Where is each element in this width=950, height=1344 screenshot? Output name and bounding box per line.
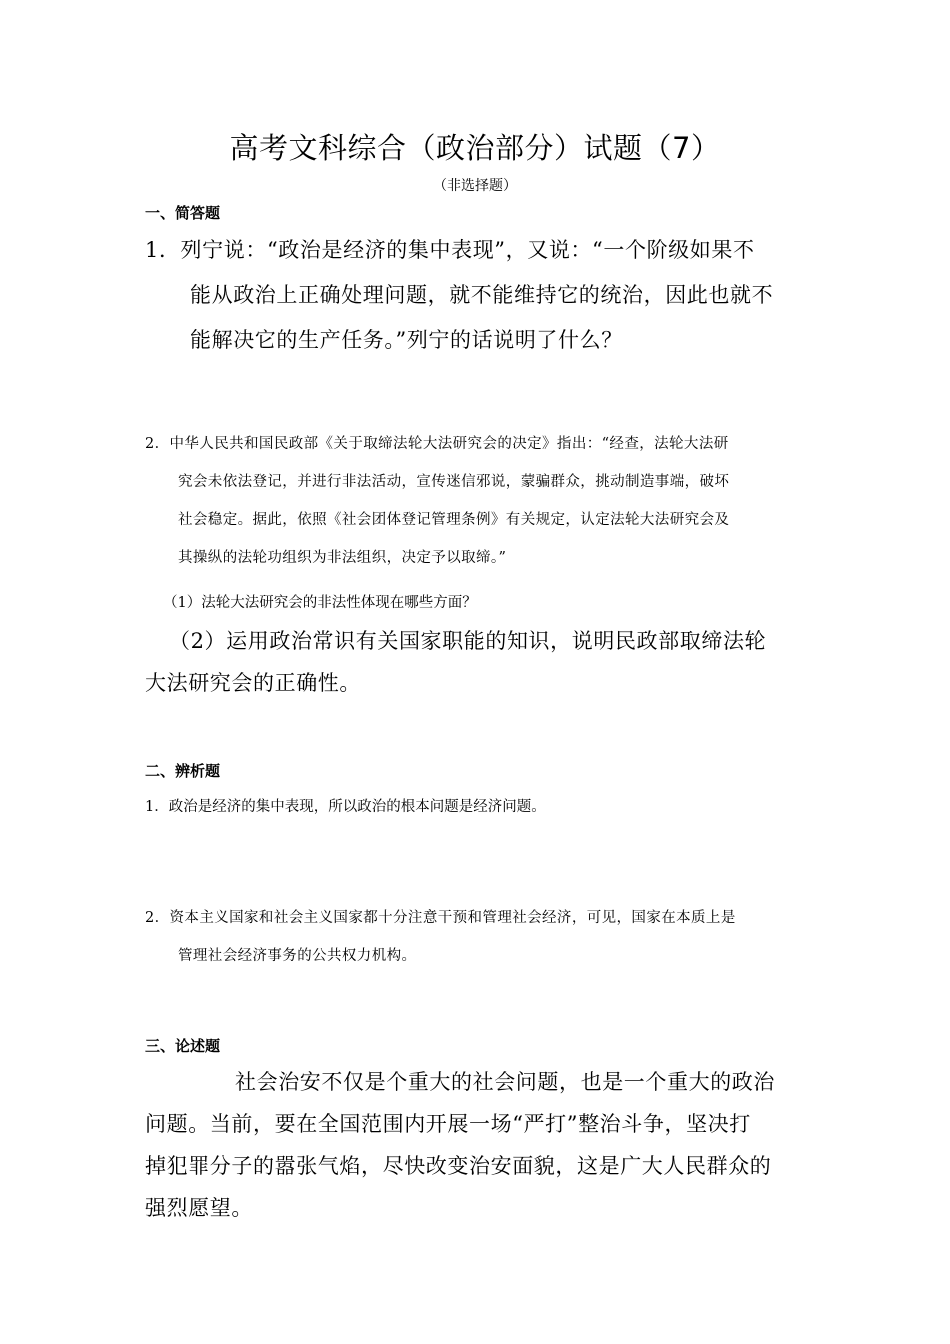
question-1-1 bbox=[145, 228, 805, 363]
question-1-2-sub-2 bbox=[145, 620, 809, 704]
document-subtitle: （非选择题） bbox=[433, 178, 517, 194]
question-1-2 bbox=[145, 425, 809, 577]
paragraph-line: 强烈愿望。 bbox=[145, 1196, 253, 1220]
section-heading-analysis: 二、辨析题 bbox=[145, 762, 221, 780]
question-line: 2．资本主义国家和社会主义国家都十分注意干预和管理社会经济，可见，国家在本质上是 bbox=[145, 910, 736, 926]
question-line: 能从政治上正确处理问题，就不能维持它的统治，因此也就不 bbox=[190, 283, 774, 307]
question-line: （2）运用政治常识有关国家职能的知识，说明民政部取缔法轮 bbox=[169, 629, 767, 653]
paragraph-line: 社会治安不仅是个重大的社会问题，也是一个重大的政治 bbox=[235, 1070, 775, 1094]
question-line: 管理社会经济事务的公共权力机构。 bbox=[178, 948, 417, 964]
section-heading-short-answer: 一、简答题 bbox=[145, 204, 221, 222]
question-1-2-sub-1: （1）法轮大法研究会的非法性体现在哪些方面？ bbox=[163, 595, 477, 611]
question-line: 究会未依法登记，并进行非法活动，宣传迷信邪说，蒙骗群众，挑动制造事端，破坏 bbox=[178, 474, 730, 490]
question-2-1: 1．政治是经济的集中表现，所以政治的根本问题是经济问题。 bbox=[145, 799, 546, 815]
question-2-2 bbox=[145, 899, 809, 975]
question-line: 大法研究会的正确性。 bbox=[145, 671, 361, 695]
question-line: 1．列宁说：“政治是经济的集中表现”，又说：“一个阶级如果不 bbox=[145, 238, 755, 262]
essay-paragraph bbox=[145, 1061, 809, 1229]
question-line: 社会稳定。据此，依照《社会团体登记管理条例》有关规定，认定法轮大法研究会及 bbox=[178, 512, 730, 528]
question-line: 能解决它的生产任务。”列宁的话说明了什么？ bbox=[190, 328, 623, 352]
document-title: 高考文科综合（政治部分）试题（7） bbox=[229, 131, 721, 165]
question-line: 2．中华人民共和国民政部《关于取缔法轮大法研究会的决定》指出：“经查，法轮大法研 bbox=[145, 436, 729, 452]
paragraph-line: 问题。当前，要在全国范围内开展一场“严打”整治斗争，坚决打 bbox=[145, 1112, 751, 1136]
question-line: 其操纵的法轮功组织为非法组织，决定予以取缔。” bbox=[178, 550, 507, 566]
section-heading-essay: 三、论述题 bbox=[145, 1037, 221, 1055]
paragraph-line: 掉犯罪分子的嚣张气焰，尽快改变治安面貌，这是广大人民群众的 bbox=[145, 1154, 772, 1178]
